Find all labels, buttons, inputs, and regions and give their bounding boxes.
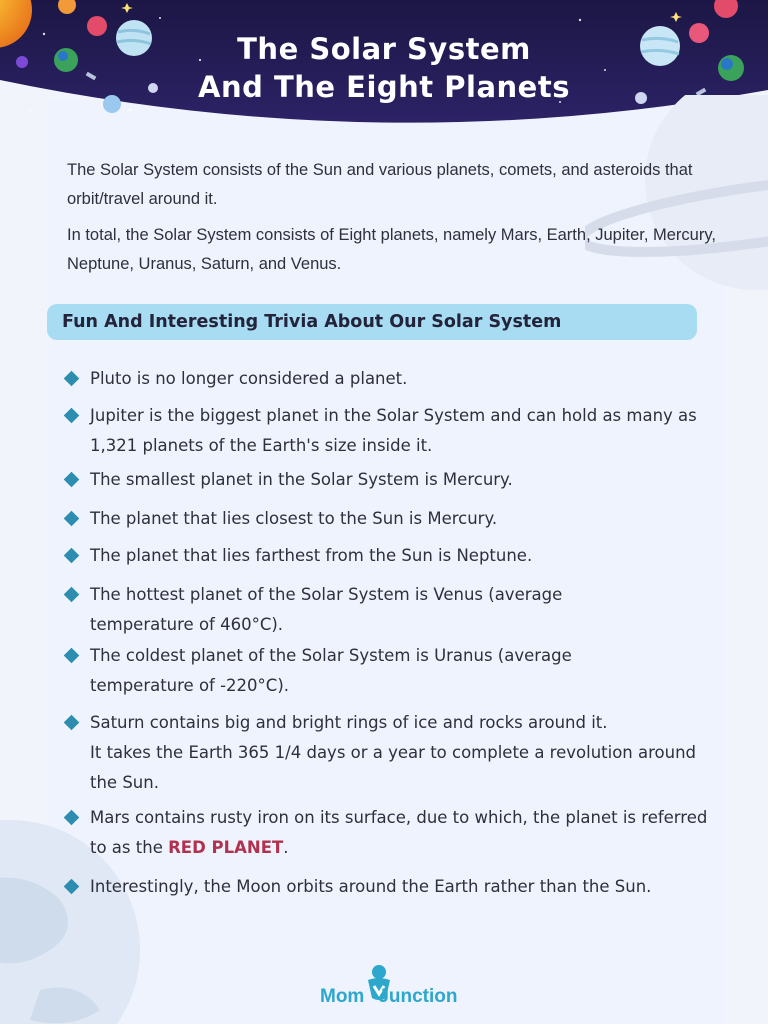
fact-text-continued: It takes the Earth 365 1/4 days or a year to complete a revolution around the Sun. — [90, 743, 697, 792]
fact-text: The hottest planet of the Solar System is Venus (average temperature of 460°C). — [90, 585, 563, 634]
fact-text: The smallest planet in the Solar System is Mercury. — [90, 470, 513, 489]
intro-paragraph-1: The Solar System consists of the Sun and various planets, comets, and asteroids that orbit/travel around it. — [67, 161, 693, 208]
intro-section — [67, 156, 717, 286]
logo-text-mom: Mom — [320, 986, 365, 1007]
list-item — [90, 401, 730, 461]
fact-text: The planet that lies closest to the Sun is Mercury. — [90, 509, 498, 528]
list-item — [90, 364, 730, 394]
fact-text: Mars contains rusty iron on its surface, due to which, the planet is referred to as the — [90, 808, 708, 857]
logo-text-junction: Junction — [378, 986, 458, 1007]
trivia-heading-bar — [47, 304, 697, 340]
fact-text: The coldest planet of the Solar System is Uranus (average temperature of -220°C). — [90, 646, 572, 695]
red-planet-highlight: RED PLANET — [168, 838, 284, 857]
trivia-heading: Fun And Interesting Trivia About Our Solar System — [62, 312, 562, 332]
fact-text: Saturn contains big and bright rings of ice and rocks around it. — [90, 713, 608, 732]
fact-text: Pluto is no longer considered a planet. — [90, 369, 408, 388]
list-item — [90, 465, 730, 495]
title-line-2: And The Eight Planets — [198, 70, 570, 104]
list-item — [90, 803, 720, 863]
fact-text: Jupiter is the biggest planet in the Solar System and can hold as many as 1,321 planets of the Earth's size inside it. — [90, 406, 697, 455]
logo-wordmark — [320, 986, 458, 1008]
intro-paragraph-2: In total, the Solar System consists of Eight planets, namely Mars, Earth, Jupiter, Mercury, Neptune, Uranus, Saturn, and Venus. — [67, 226, 716, 273]
title-line-1: The Solar System — [237, 32, 531, 66]
momjunction-logo[interactable] — [320, 964, 470, 1014]
list-item — [90, 641, 650, 701]
fact-text-end: . — [283, 838, 289, 857]
fact-text: Interestingly, the Moon orbits around the Earth rather than the Sun. — [90, 877, 652, 896]
list-item — [90, 541, 730, 571]
fact-text: The planet that lies farthest from the Sun is Neptune. — [90, 546, 533, 565]
list-item — [90, 580, 635, 640]
list-item — [90, 504, 730, 534]
list-item — [90, 708, 720, 798]
list-item — [90, 872, 750, 902]
